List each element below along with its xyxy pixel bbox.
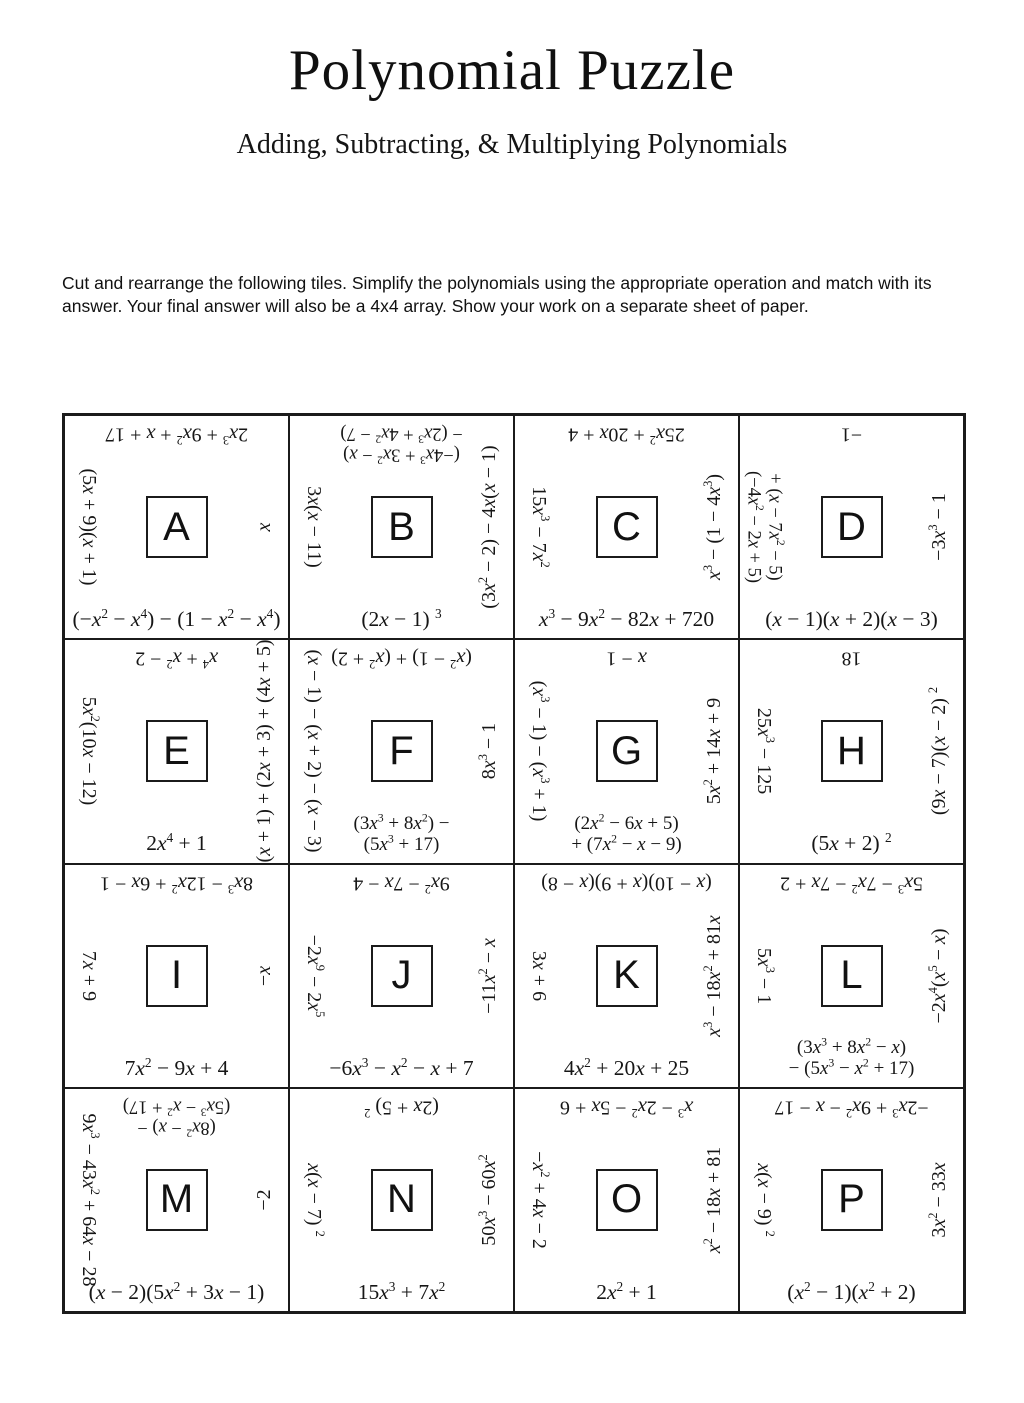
tile-letter: B <box>388 504 415 549</box>
expression-line: $(5x^3 + 17)$ <box>363 832 440 856</box>
expression-line: (2x + 5) $^2$ <box>364 1096 439 1120</box>
expression-line: $(x^3 - 1) - (x^3 + 1)$ <box>528 681 552 822</box>
tile-letter-box <box>146 1169 208 1231</box>
tile-edge-right <box>253 523 275 532</box>
tile-letter-box <box>821 720 883 782</box>
tile-edge-top <box>515 647 738 669</box>
expression-line: $x^2 - 18x + 81$ <box>701 1146 725 1254</box>
tile-letter: P <box>838 1177 865 1222</box>
tile-edge-top <box>65 872 288 894</box>
tile <box>64 415 289 639</box>
tile <box>289 1088 514 1312</box>
expression-line: −x <box>252 965 275 986</box>
expression-line: $(3x^2 - 2) - 4x(x - 1)$ <box>476 445 500 609</box>
expression-line: $x^3 - 18x^2 + 81x$ <box>701 914 725 1037</box>
tile-edge-left <box>303 486 325 568</box>
tile-letter-box <box>596 1169 658 1231</box>
expression-line: $-2x^9 - 2x^5$ <box>303 934 327 1017</box>
expression-line: 3x + 6 <box>528 950 551 1001</box>
tile-edge-left <box>743 471 784 583</box>
expression-line: $50x^3 - 60x^2$ <box>476 1154 500 1246</box>
tile-letter-box <box>146 720 208 782</box>
tile-edge-top <box>740 872 963 894</box>
page-subtitle: Adding, Subtracting, & Multiplying Polynomials <box>236 129 788 160</box>
tile-edge-bottom <box>290 813 513 856</box>
tile-edge-top <box>515 872 738 894</box>
expression-line: $x^3 - 2x^2 - 5x + 6$ <box>560 1096 693 1120</box>
expression-line: $(x - 2)(5x^2 + 3x - 1)$ <box>88 1278 265 1304</box>
tile <box>64 639 289 863</box>
tile-letter: A <box>163 504 190 549</box>
expression-line: (x − 10)(x + 9)(x − 8) <box>541 871 712 894</box>
tile-edge-bottom <box>515 1280 738 1304</box>
tile <box>289 864 514 1088</box>
tile-edge-left <box>303 1163 325 1237</box>
expression-line: $2x^3 + 9x^2 + x + 17$ <box>105 423 248 448</box>
tile-edge-right <box>478 938 500 1014</box>
expression-line: 7x + 9 <box>78 950 101 1001</box>
tile-letter-box <box>596 945 658 1007</box>
expression-line: $(-4x^3 + 3x^2 - x)$ <box>343 444 460 466</box>
expression-line: x(x − 9) $^2$ <box>753 1163 777 1237</box>
tile <box>514 415 739 639</box>
expression-line: $15x^3 - 7x^2$ <box>528 486 552 568</box>
tile-letter-box <box>596 496 658 558</box>
tile-edge-bottom <box>740 1037 963 1080</box>
tile-edge-left <box>528 486 550 567</box>
tile <box>739 415 964 639</box>
tile-letter-box <box>146 945 208 1007</box>
expression-line: $25x^3 - 125$ <box>753 708 777 795</box>
expression-line: $x^3 - 9x^2 - 82x + 720$ <box>538 606 715 632</box>
tile-edge-bottom <box>515 1056 738 1080</box>
tile <box>514 1088 739 1312</box>
tile-edge-right <box>928 687 950 815</box>
expression-line: $5x^3 - 7x^2 - 7x + 2$ <box>780 871 923 896</box>
tile-edge-top <box>515 1096 738 1118</box>
tile-edge-left <box>753 947 775 1003</box>
expression-line: $(3x^3 + 8x^2)$ − <box>353 811 450 834</box>
tile-letter: F <box>389 728 414 773</box>
tile-edge-top <box>740 423 963 445</box>
tile <box>64 1088 289 1312</box>
tile-letter: D <box>837 504 866 549</box>
expression-line: $8x^3 - 12x^2 + 6x - 1$ <box>100 871 253 896</box>
tile-edge-left <box>753 1163 775 1237</box>
expression-line: $25x^2 + 20x + 4$ <box>568 423 685 448</box>
expression-line: $-11x^2 - x$ <box>476 937 500 1014</box>
expression-line: $(x^2 - 1)(x^2 + 2)$ <box>787 1278 916 1304</box>
tile-letter: H <box>837 728 866 773</box>
tile-edge-right <box>253 966 275 986</box>
expression-line: $(x^2 - 1) + (x^2 + 2)$ <box>331 647 472 672</box>
tile-edge-right <box>253 1189 275 1210</box>
tile-letter-box <box>821 1169 883 1231</box>
expression-line: $(8x^2 - x)$ − <box>137 1117 216 1139</box>
tile-edge-top <box>65 423 288 448</box>
expression-line: (x + 1) + (2x + 3) + (4x + 5) <box>252 639 275 863</box>
tile-edge-right <box>928 493 950 561</box>
instructions-text: Cut and rearrange the following tiles. Simplify the polynomials using the appropriate operation and match with its answer. Your final answer will also be a 4x4 array. Show your work on a separate sheet of paper. <box>62 272 932 316</box>
expression-line: $x^4 + x^2 - 2$ <box>135 647 218 672</box>
expression-line: $(3x^3 + 8x^2 - x)$ <box>796 1035 907 1059</box>
expression-line: $9x^2 - 7x - 4$ <box>353 871 450 896</box>
tile <box>514 864 739 1088</box>
tile-edge-right <box>478 723 500 779</box>
expression-line: (x − 1)(x + 2)(x − 3) <box>765 607 938 632</box>
tile-letter-box <box>371 496 433 558</box>
expression-line: − $(2x^3 + 4x^2 - 7)$ <box>340 423 463 445</box>
tile-edge-left <box>528 1151 550 1249</box>
tile-letter-box <box>146 496 208 558</box>
expression-line: $(-4x^2 - 2x + 5)$ <box>744 471 766 584</box>
tile-letter-box <box>821 945 883 1007</box>
tile-letter: O <box>610 1177 643 1222</box>
expression-line: $15x^3 + 7x^2$ <box>357 1278 446 1304</box>
tile-letter-box <box>371 1169 433 1231</box>
tile-letter-box <box>821 496 883 558</box>
tile <box>289 415 514 639</box>
tile-edge-left <box>528 681 550 822</box>
tile-letter: C <box>612 504 641 549</box>
tile-edge-top <box>740 1096 963 1118</box>
tile-edge-left <box>78 951 100 1001</box>
expression-line: − $(5x^3 - x^2 + 17)$ <box>788 1057 915 1080</box>
tile-letter-box <box>596 720 658 782</box>
tile-edge-bottom <box>65 1056 288 1080</box>
tile-letter: G <box>610 728 643 773</box>
expression-line: x − 1 <box>606 647 647 670</box>
expression-line: (9x − 7)(x − 2) $^2$ <box>926 687 950 816</box>
tile-letter: N <box>387 1177 416 1222</box>
expression-line: $9x^3 - 43x^2 + 64x - 28$ <box>78 1113 102 1287</box>
expression-line: $x^3 - (1 - 4x^3)$ <box>701 474 725 581</box>
expression-line: 18 <box>841 647 862 670</box>
tile-edge-top <box>515 423 738 448</box>
tile-edge-left <box>303 934 325 1017</box>
expression-line: $-6x^3 - x^2 - x + 7$ <box>329 1054 474 1080</box>
tile <box>289 639 514 863</box>
tile-edge-bottom <box>515 813 738 856</box>
tile-letter-box <box>371 720 433 782</box>
tile-edge-top <box>290 1096 513 1118</box>
expression-line: $(5x^3 - x^2 + 17)$ <box>122 1096 231 1118</box>
tile-letter: M <box>159 1177 194 1222</box>
expression-line: $(2x^2 - 6x + 5)$ <box>574 811 679 834</box>
tile-edge-bottom <box>740 1280 963 1304</box>
tile-edge-left <box>78 1113 100 1286</box>
tile-edge-right <box>478 445 500 608</box>
expression-line: $5x^2 + 14x + 9$ <box>701 698 725 805</box>
expression-line: $-3x^3 - 1$ <box>926 493 950 561</box>
expression-line: x <box>252 522 275 532</box>
tile-letter: I <box>170 953 183 998</box>
tile-edge-right <box>478 1154 500 1245</box>
expression-line: $-2x^3 + 9x^2 - x - 17$ <box>774 1096 929 1120</box>
tile-edge-right <box>703 915 725 1037</box>
tile-edge-bottom <box>740 607 963 631</box>
expression-line: $3x^2 - 33x$ <box>926 1162 950 1238</box>
tile <box>514 639 739 863</box>
tile-edge-top <box>290 872 513 894</box>
tile-edge-bottom <box>515 607 738 631</box>
tile-edge-bottom <box>65 1280 288 1304</box>
tile-edge-right <box>703 1147 725 1254</box>
tile-edge-bottom <box>290 607 513 631</box>
expression-line: $-x^2 + 4x - 2$ <box>528 1150 552 1249</box>
expression-line: (x − 1) − (x + 2) − (x − 3) <box>303 649 326 853</box>
tile-letter: E <box>163 728 190 773</box>
expression-line: $2x^4 + 1$ <box>146 830 207 856</box>
tile-edge-bottom <box>65 831 288 855</box>
expression-line: + $(x - 7x^2 - 5)$ <box>764 473 786 581</box>
puzzle-grid <box>62 413 966 1314</box>
tile <box>739 1088 964 1312</box>
expression-line: (2x − 1) $^3$ <box>361 606 442 632</box>
tile-letter: J <box>391 953 412 998</box>
tile-letter: K <box>613 953 640 998</box>
expression-line: $5x^3 - 1$ <box>753 947 777 1004</box>
tile-edge-right <box>253 640 275 863</box>
expression-line: $2x^2 + 1$ <box>596 1278 657 1304</box>
page-title: Polynomial Puzzle <box>288 39 736 102</box>
expression-line: x(x − 7) $^2$ <box>303 1163 327 1237</box>
tile-edge-bottom <box>65 607 288 631</box>
tile-edge-right <box>928 928 950 1023</box>
tile-edge-right <box>703 474 725 580</box>
tile-edge-left <box>753 708 775 794</box>
tile-edge-right <box>928 1162 950 1237</box>
expression-line: $5x^2(10x - 12)$ <box>78 697 102 806</box>
expression-line: (5x + 9)(x + 1) <box>78 468 101 586</box>
expression-line: $4x^2 + 20x + 25$ <box>563 1054 690 1080</box>
tile-edge-bottom <box>290 1056 513 1080</box>
expression-line: −2 <box>252 1189 275 1211</box>
expression-line: −1 <box>840 423 863 446</box>
tile-edge-left <box>78 469 100 586</box>
tile-edge-bottom <box>290 1280 513 1304</box>
tile <box>739 864 964 1088</box>
tile-letter: L <box>840 953 863 998</box>
expression-line: + $(7x^2 - x - 9)$ <box>571 832 682 856</box>
expression-line: $8x^3 - 1$ <box>476 723 500 780</box>
tile <box>739 639 964 863</box>
expression-line: $-2x^4(x^5 - x)$ <box>926 928 950 1024</box>
tile-letter-box <box>371 945 433 1007</box>
expression-line: (5x + 2) $^2$ <box>811 830 892 856</box>
tile-edge-left <box>78 697 100 806</box>
expression-line: 3x(x − 11) <box>303 486 326 568</box>
tile-edge-bottom <box>740 831 963 855</box>
tile-edge-left <box>528 951 550 1001</box>
expression-line: $(-x^2 - x^4) - (1 - x^2 - x^4)$ <box>72 606 281 632</box>
tile-edge-top <box>740 647 963 669</box>
expression-line: $7x^2 - 9x + 4$ <box>124 1054 229 1080</box>
tile <box>64 864 289 1088</box>
tile-edge-right <box>703 698 725 805</box>
